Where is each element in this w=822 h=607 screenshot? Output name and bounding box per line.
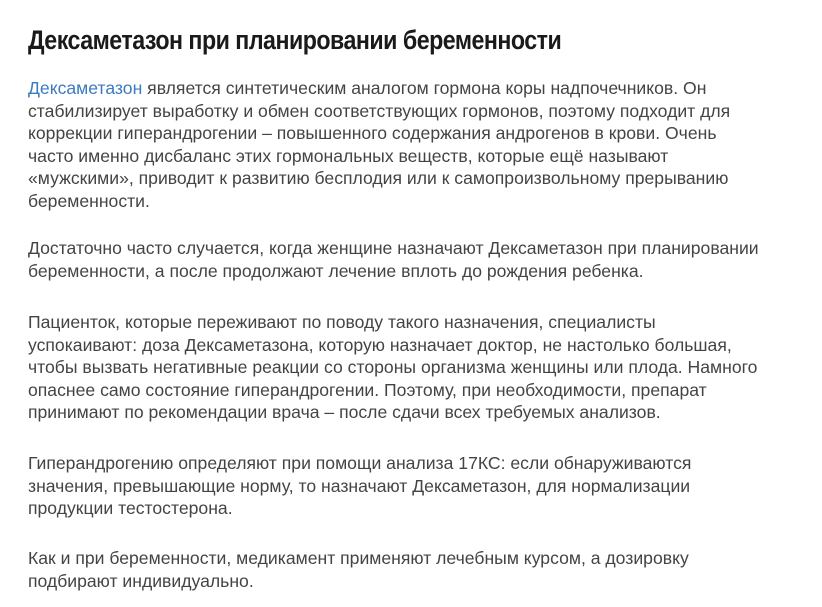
paragraph-3: [28, 311, 757, 424]
paragraph-line: беременности.: [28, 190, 150, 211]
paragraph-4: [28, 452, 691, 520]
article-title: Дексаметазон при планировании беременности: [28, 25, 562, 55]
paragraph-line: Гиперандрогению определяют при помощи анализа 17КС: если обнаруживаются: [28, 453, 692, 473]
paragraph-2: [28, 237, 759, 282]
paragraph-line: значения, превышающие норму, то назначают Дексаметазон, для нормализации: [28, 475, 691, 496]
paragraph-1: [28, 77, 730, 213]
paragraph-line: Достаточно часто случается, когда женщине назначают Дексаметазон при планировании: [28, 238, 759, 258]
paragraph-line: принимают по рекомендации врача – после сдачи всех требуемых анализов.: [28, 402, 661, 423]
paragraph-line: Как и при беременности, медикамент применяют лечебным курсом, а дозировку: [28, 548, 689, 568]
article: [28, 0, 808, 591]
paragraph-5: [28, 547, 689, 592]
paragraph-line: часто именно дисбаланс этих гормональных веществ, которые ещё называют: [28, 145, 669, 166]
paragraph-line: «мужскими», приводит к развитию бесплодия или к самопроизвольному прерыванию: [28, 168, 729, 189]
paragraph-line: Пациенток, которые переживают по поводу такого назначения, специалисты: [28, 312, 656, 332]
paragraph-line: стабилизирует выработку и обмен соответствующих гормонов, поэтому подходит для: [28, 100, 731, 121]
paragraph-line: беременности, а после продолжают лечение вплоть до рождения ребенка.: [28, 260, 644, 281]
paragraph-line: опаснее само состояние гиперандрогении. Поэтому, при необходимости, препарат: [28, 379, 707, 400]
paragraph-line: [28, 77, 730, 100]
paragraph-line-text: является синтетическим аналогом гормона коры надпочечников. Он: [142, 78, 707, 98]
paragraph-line: продукции тестостерона.: [28, 498, 233, 519]
paragraph-line: чтобы вызвать негативные реакции со стороны организма женщины или плода. Намного: [28, 357, 758, 378]
dexamethasone-link[interactable]: Дексаметазон: [28, 78, 143, 98]
paragraph-line: коррекции гиперандрогении – повышенного содержания андрогенов в крови. Очень: [28, 123, 717, 144]
paragraph-line: подбирают индивидуально.: [28, 570, 254, 591]
paragraph-line: успокаивают: доза Дексаметазона, которую назначает доктор, не настолько большая,: [28, 334, 732, 355]
